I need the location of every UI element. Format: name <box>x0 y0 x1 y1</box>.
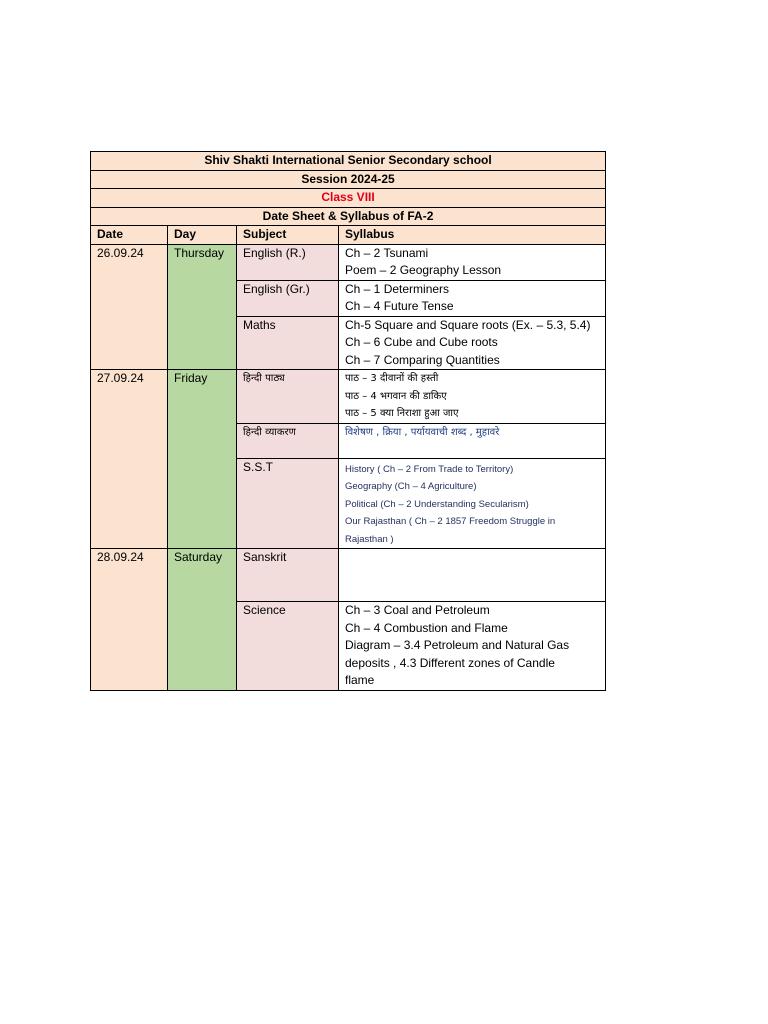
syllabus-line: Diagram – 3.4 Petroleum and Natural Gas <box>345 638 570 652</box>
syllabus-line: विशेषण , क्रिया , पर्यायवाची शब्द , मुहावरे <box>345 426 500 438</box>
subject-name: हिन्दी व्याकरण <box>237 423 339 458</box>
date-column-header: Date <box>91 226 168 245</box>
sheet-title: Date Sheet & Syllabus of FA-2 <box>91 207 606 226</box>
syllabus-cell <box>339 370 606 424</box>
syllabus-cell <box>339 549 606 602</box>
syllabus-line: Poem – 2 Geography Lesson <box>345 263 502 277</box>
syllabus-line: Ch – 2 Tsunami <box>345 245 429 260</box>
syllabus-line: Ch – 4 Combustion and Flame <box>345 620 508 635</box>
syllabus-cell <box>339 458 606 549</box>
table-row <box>91 370 606 424</box>
syllabus-cell <box>339 244 606 280</box>
syllabus-line: Ch – 6 Cube and Cube roots <box>345 335 498 349</box>
exam-date: 27.09.24 <box>91 370 168 549</box>
syllabus-line: Ch – 3 Coal and Petroleum <box>345 603 490 617</box>
exam-date: 28.09.24 <box>91 549 168 691</box>
syllabus-line: पाठ – 5 क्या निराशा हुआ जाए <box>345 408 459 419</box>
exam-day: Thursday <box>168 244 237 370</box>
subject-name: Science <box>237 602 339 691</box>
table-row <box>91 549 606 602</box>
day-column-header: Day <box>168 226 237 245</box>
class-label: Class VIII <box>91 189 606 208</box>
subject-name: English (Gr.) <box>237 280 339 316</box>
table-row <box>91 244 606 280</box>
subject-column-header: Subject <box>237 226 339 245</box>
syllabus-cell <box>339 423 606 458</box>
syllabus-line: Ch – 4 Future Tense <box>345 299 454 313</box>
subject-name: English (R.) <box>237 244 339 280</box>
syllabus-cell <box>339 602 606 691</box>
syllabus-line: Political (Ch – 2 Understanding Secularism) <box>345 498 529 510</box>
syllabus-line: Ch – 1 Determiners <box>345 281 450 296</box>
syllabus-line: पाठ – 4 भगवान की डाकिए <box>345 390 447 402</box>
syllabus-line: Ch-5 Square and Square roots (Ex. – 5.3, 5.4) <box>345 317 591 332</box>
syllabus-line: Our Rajasthan ( Ch – 2 1857 Freedom Struggle in <box>345 516 556 527</box>
exam-day: Saturday <box>168 549 237 691</box>
session-label: Session 2024-25 <box>91 170 606 189</box>
syllabus-line: Geography (Ch – 4 Agriculture) <box>345 481 477 492</box>
syllabus-line: flame <box>345 673 375 687</box>
exam-day: Friday <box>168 370 237 549</box>
syllabus-line: Ch – 7 Comparing Quantities <box>345 352 500 367</box>
syllabus-line: पाठ – 3 दीवानों की हस्ती <box>345 373 439 384</box>
subject-name: Maths <box>237 316 339 370</box>
syllabus-cell <box>339 280 606 316</box>
subject-name: हिन्दी पाठ्य <box>237 370 339 424</box>
syllabus-line: deposits , 4.3 Different zones of Candle <box>345 655 555 670</box>
syllabus-cell <box>339 316 606 370</box>
syllabus-line: Rajasthan ) <box>345 533 394 545</box>
subject-name: S.S.T <box>237 458 339 549</box>
syllabus-line: History ( Ch – 2 From Trade to Territory) <box>345 463 514 475</box>
exam-date: 26.09.24 <box>91 244 168 370</box>
school-name: Shiv Shakti International Senior Secondary school <box>91 152 606 171</box>
date-sheet-table <box>90 151 606 691</box>
subject-name: Sanskrit <box>237 549 339 602</box>
syllabus-column-header: Syllabus <box>339 226 606 245</box>
